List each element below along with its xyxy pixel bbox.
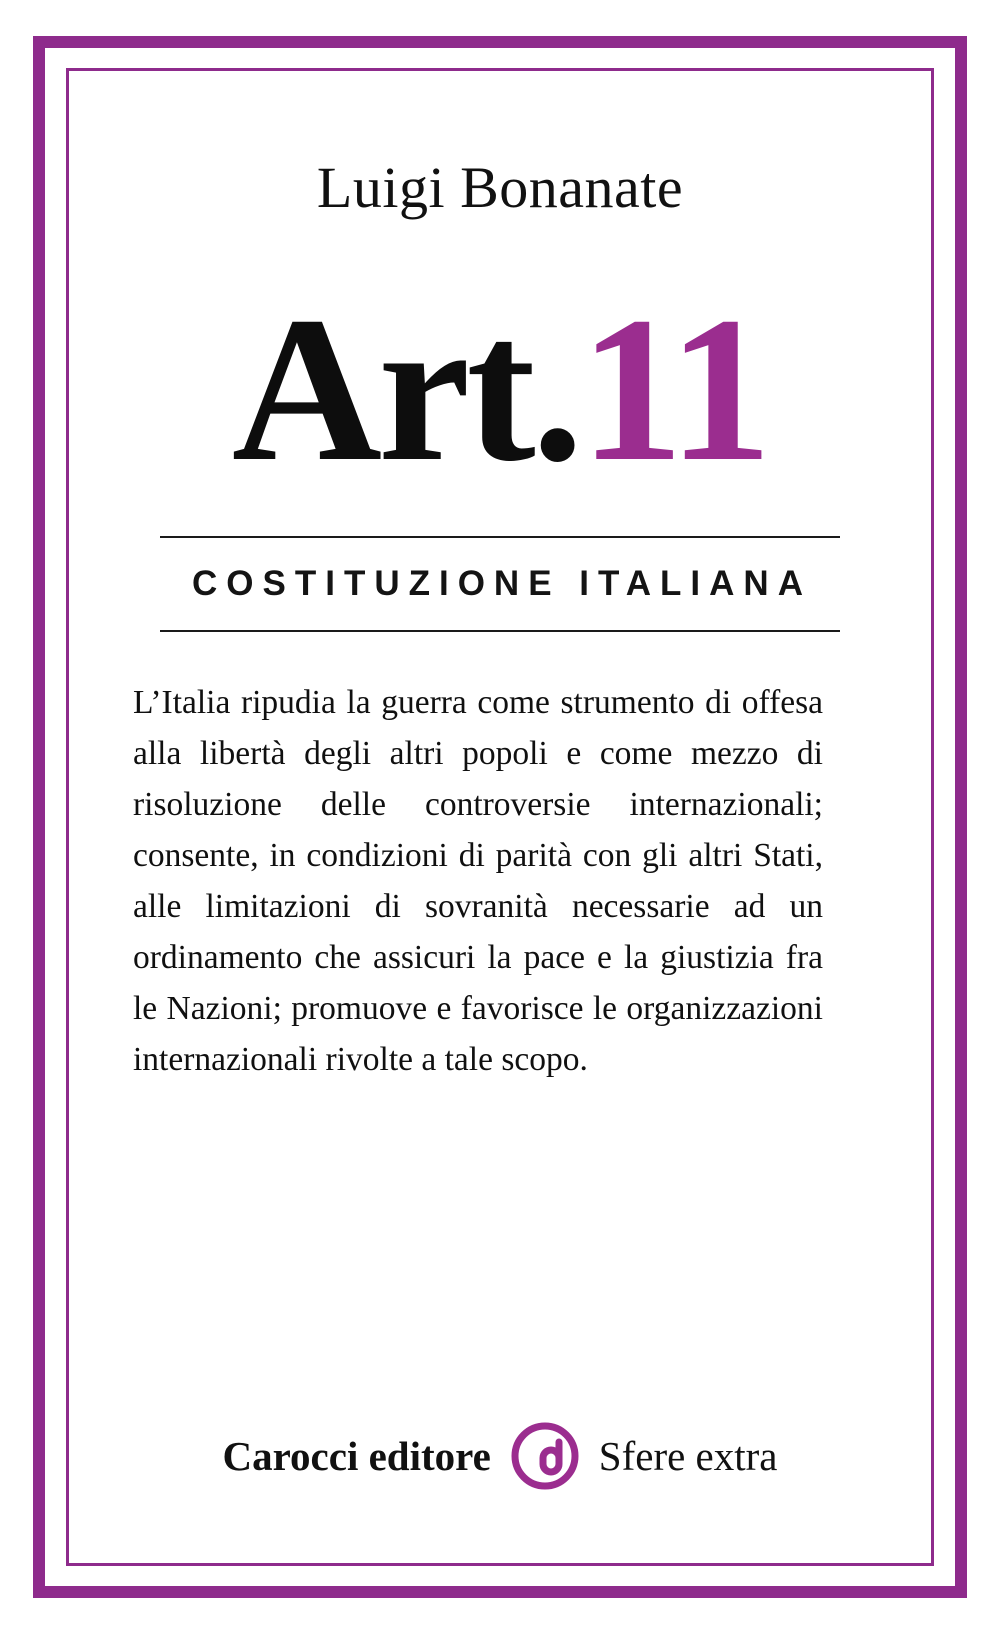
title-accent-number: 11 <box>579 273 769 504</box>
publisher-name: Carocci editore <box>222 1433 491 1479</box>
cover-footer <box>133 1420 867 1492</box>
title-main-text: Art. <box>231 273 580 504</box>
book-title <box>133 273 867 504</box>
carocci-logo-icon <box>509 1420 581 1492</box>
divider-bottom <box>160 630 840 632</box>
author-name: Luigi Bonanate <box>316 155 684 220</box>
cover-content <box>133 120 867 1520</box>
subtitle: COSTITUZIONE ITALIANA <box>192 564 812 604</box>
article-body-text: L’Italia ripudia la guerra come strumento di offesa alla libertà degli altri popoli e come mezzo di risoluzione delle controversie internazionali; consente, in condizioni di parità con gli altri Stati, alle limitazioni di sovranità necessarie ad un ordinamento che assicuri la pace e la giustizia fra le Nazioni; promuove e favorisce le organizzazioni internazionali rivolte a tale scopo. <box>133 684 823 1078</box>
imprint-name: Sfere extra <box>598 1433 778 1479</box>
